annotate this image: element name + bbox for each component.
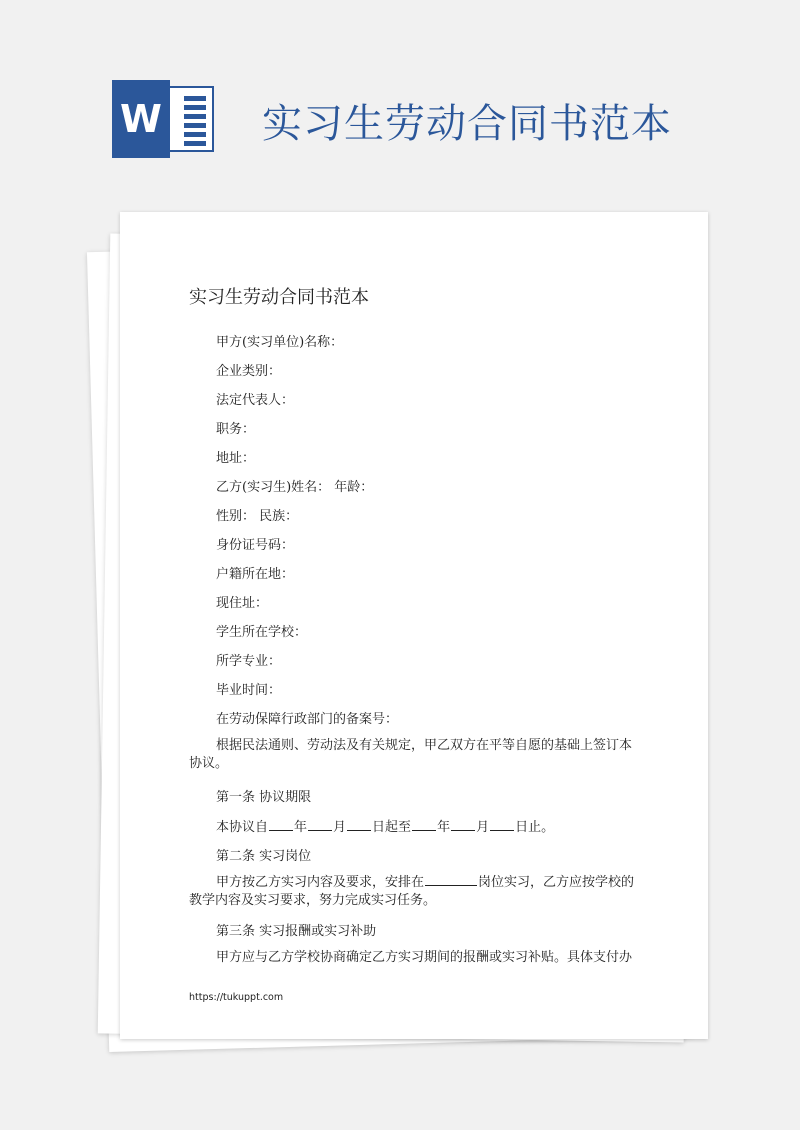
field-id-number: 身份证号码： (216, 538, 295, 553)
blank-line (269, 819, 293, 831)
document-title: 实习生劳动合同书范本 (189, 287, 369, 308)
article-1-period-line (216, 816, 554, 835)
preamble-paragraph: 根据民法通则、劳动法及有关规定，甲乙双方在平等自愿的基础上签订本协议。 (189, 738, 633, 771)
article-1-heading: 第一条 协议期限 (216, 790, 312, 805)
article-2-heading: 第二条 实习岗位 (216, 849, 312, 864)
field-household-registration: 户籍所在地： (216, 567, 295, 582)
date-text: 年 (294, 820, 308, 835)
article-3-heading: 第三条 实习报酬或实习补助 (216, 924, 377, 939)
date-text: 日止。 (515, 820, 555, 835)
blank-line (490, 819, 514, 831)
header (0, 0, 800, 200)
field-major: 所学专业： (216, 654, 282, 669)
field-filing-number: 在劳动保障行政部门的备案号： (216, 712, 399, 727)
field-address: 地址： (216, 451, 256, 466)
article-3-paragraph: 甲方应与乙方学校协商确定乙方实习期间的报酬或实习补贴。具体支付办 (216, 950, 633, 965)
date-text: 月 (476, 820, 490, 835)
field-enterprise-type: 企业类别： (216, 364, 282, 379)
word-logo-badge: W (112, 80, 170, 158)
article-2-paragraph (189, 874, 641, 910)
date-text: 本协议自 (216, 820, 269, 835)
field-school: 学生所在学校： (216, 625, 308, 640)
footer-url: https://tukuppt.com (189, 992, 284, 1003)
date-text: 日起至 (372, 820, 412, 835)
date-text: 月 (333, 820, 347, 835)
article-2-text: 甲方按乙方实习内容及要求，安排在 (216, 875, 425, 890)
date-text: 年 (437, 820, 451, 835)
blank-line (412, 819, 436, 831)
word-document-icon (112, 80, 216, 158)
field-position: 职务： (216, 422, 256, 437)
page-title: 实习生劳动合同书范本 (262, 101, 672, 147)
field-graduation-time: 毕业时间： (216, 683, 282, 698)
field-party-a-name: 甲方(实习单位)名称： (216, 335, 344, 350)
field-current-address: 现住址： (216, 596, 269, 611)
field-gender-ethnicity: 性别： 民族： (216, 509, 299, 524)
blank-line (425, 874, 477, 886)
blank-line (308, 819, 332, 831)
field-legal-representative: 法定代表人： (216, 393, 295, 408)
document-page (120, 212, 708, 1039)
blank-line (347, 819, 371, 831)
article-2-text: 岗位实习，乙方应按学校的教学内容及实习要求，努力完成实习任务。 (189, 875, 635, 908)
blank-line (451, 819, 475, 831)
field-party-b-name-age: 乙方(实习生)姓名： 年龄： (216, 480, 374, 495)
